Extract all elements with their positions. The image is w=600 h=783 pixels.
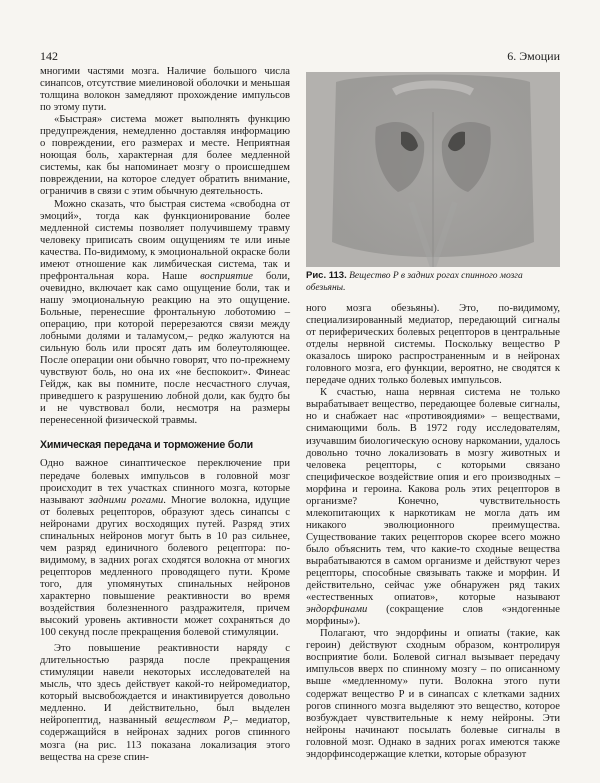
emphasis: веществом P [164, 715, 230, 727]
paragraph: Полагают, что эндорфины и опиаты (такие, как героин) действуют сходным образом, контролируя восприятие боли. Болевой сигнал вызывает передачу импульсов вверх по спинному мозгу – по описанному выше «медленному» пути. Волокна этого пути содержат вещество P и в синапсах с клетками задних рогов спинного мозга выделяют это вещество, которое возбуждает чувствительные к нему нейроны. Эти нейроны начинают посылать болевые сигналы в головной мозг. Однако в задних рогах имеются также эндорфинсодержащие клетки, которые образуют [306, 628, 560, 760]
emphasis: эндорфинами [306, 604, 368, 616]
figure-caption [306, 270, 560, 294]
paragraph: ного мозга обезьяны). Это, по-видимому, специализированный медиатор, передающий сигналы от периферических болевых рецепторов в центральные отделы нервной системы. Поскольку вещество P оказалось широко распространенным и в нейронах головного мозга, его функции, вероятно, не сводятся к передаче одних только болевых импульсов. [306, 303, 560, 387]
paragraph: многими частями мозга. Наличие большого числа синапсов, отсутствие миелиновой оболочки и меньшая толщина волокон замедляют прохождение импульсов по этому пути. [40, 66, 290, 114]
page-number: 142 [40, 49, 58, 63]
chapter-title: 6. Эмоции [507, 49, 560, 63]
emphasis: задними рогами [88, 494, 164, 506]
paragraph: Можно сказать, что быстрая система «свободна от эмоций», тогда как функционирование более медленной системы позволяет получившему травму человеку приписать своим ощущениям те или иные качества. По-видимому, к эмоциональной окраске боли имеют отношение как лимбическая система, так и префронтальная кора. Наше восприятие боли, очевидно, включает как само ощущение боли, так и нашу эмоциональную реакцию на это ощущение. Больные, перенесшие фронтальную лоботомию – операцию, при которой перерезаются связи между лобными долями и таламусом,– редко жалуются на сильную боль или просят дать им болеутоляющее. После операции они обычно говорят, что по-прежнему чувствуют боль, но она их «не беспокоит». Финеас Гейдж, как вы помните, после несчастного случая, приведшего к разрушению лобной доли, как будто бы и не чувствовал боли, несмотря на размеры перенесенной физической травмы. [40, 198, 290, 427]
page-header [40, 49, 560, 65]
caption-text: Вещество P в задних рогах спинного мозга обезьяны. [306, 271, 523, 293]
caption-label: Рис. 113. [306, 270, 347, 281]
section-heading: Химическая передача и торможение боли [40, 439, 253, 452]
left-column [40, 66, 290, 764]
spinal-cord-section-image [306, 72, 560, 267]
micrograph-figure [306, 72, 560, 267]
emphasis: восприятие [200, 270, 254, 282]
paragraph: Одно важное синаптическое переключение при передаче болевых импульсов в головной мозг происходит в тех участках спинного мозга, которые называют задними рогами. Многие волокна, идущие от болевых рецепторов, образуют здесь синапсы с нейронами других восходящих путей. Разряд этих спинальных нейронов могут быть в 10 раз сильнее, чем разряд единичного болевого рецептора: по-видимому, в задних рогах сходятся волокна от многих рецепторов медленного проводящего пути. Кроме того, для упомянутых спинальных нейронов характерно повышение реактивности во время воздействия болезненного раздражителя, причем высокий уровень активности может сохраняться до 100 секунд после прекращения болевой стимуляции. [40, 458, 290, 639]
paragraph: К счастью, наша нервная система не только вырабатывает вещество, передающее болевые сигналы, но и снабжает нас «противоядиями» – веществами, снимающими боль. В 1972 году исследователям, изучавшим биологическую основу наркомании, удалось довольно точно локализовать в мозгу животных и человека рецепторы, с которыми связано специфическое воздействие опия и его производных – морфина и героина. Какова роль этих рецепторов в организме? Конечно, чувствительность млекопитающих к наркотикам не могла дать им никакого эволюционного преимущества. Существование таких рецепторов скорее всего можно было объяснить тем, что какие-то сходные вещества вырабатываются в самом организме и действуют через рецепторы, способные связывать также и морфин. И действительно, сейчас уже обнаружен ряд таких «естественных опиатов», которые называют эндорфинами (сокращение слов «эндогенные морфины»). [306, 387, 560, 628]
paragraph: «Быстрая» система может выполнять функцию предупреждения, немедленно доставляя информацию о повреждении, его размерах и месте. Неприятная ноющая боль, характерная для более медленной системы, как бы напоминает мозгу о происшедшем повреждении, на которое следует обратить внимание, ограничив в связи с этим обычную деятельность. [40, 114, 290, 198]
paragraph: Это повышение реактивности наряду с длительностью разряда после прекращения стимуляции навели некоторых исследователей на мысль, что здесь действует какой-то нейромедиатор, который высвобождается и инактивируется довольно медленно. И действительно, был выделен нейропептид, названный веществом P,– медиатор, содержащийся в нейронах задних рогов спинного мозга (на рис. 113 показана локализация этого вещества на срезе спин- [40, 643, 290, 763]
right-column [306, 303, 560, 761]
